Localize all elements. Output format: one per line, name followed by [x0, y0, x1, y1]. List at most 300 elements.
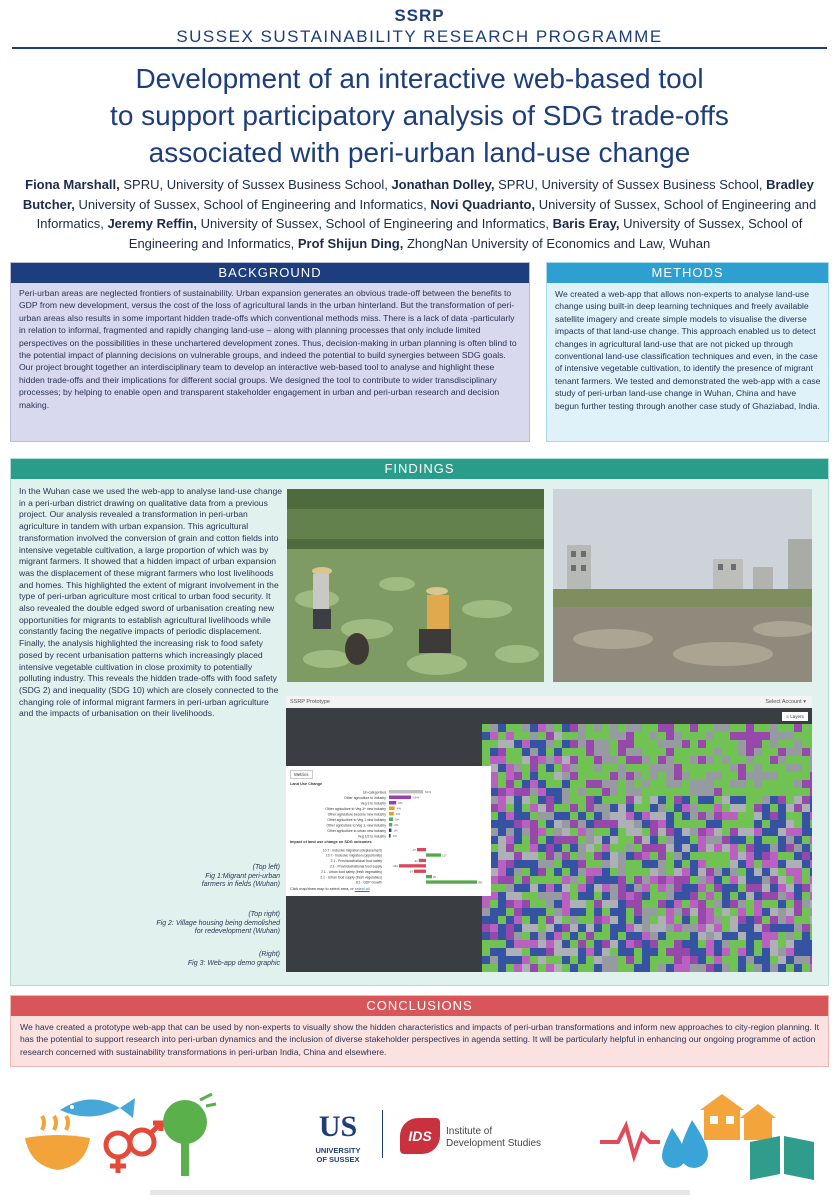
map-cell [674, 836, 682, 844]
map-cell [666, 732, 674, 740]
map-cell [570, 900, 578, 908]
map-cell [642, 908, 650, 916]
map-cell [498, 812, 506, 820]
map-cell [610, 956, 618, 964]
map-cell [578, 876, 586, 884]
map-cell [706, 836, 714, 844]
map-cell [610, 772, 618, 780]
map-cell [578, 796, 586, 804]
map-cell [738, 796, 746, 804]
map-cell [578, 932, 586, 940]
map-cell [730, 892, 738, 900]
map-cell [674, 892, 682, 900]
map-cell [594, 756, 602, 764]
land-use-label: Other agriculture to Veg 3+ new industry [325, 806, 386, 811]
map-cell [762, 900, 770, 908]
map-cell [682, 940, 690, 948]
map-cell [506, 916, 514, 924]
map-cell [490, 916, 498, 924]
map-cell [650, 908, 658, 916]
map-cell [746, 796, 754, 804]
map-cell [554, 924, 562, 932]
map-cell [794, 756, 802, 764]
map-cell [634, 740, 642, 748]
map-cell [626, 956, 634, 964]
map-cell [506, 852, 514, 860]
map-cell [634, 724, 642, 732]
title-line-2: to support participatory analysis of SDG trade-offs [110, 100, 729, 131]
map-cell [690, 788, 698, 796]
map-cell [578, 940, 586, 948]
map-cell [754, 740, 762, 748]
map-cell [698, 740, 706, 748]
map-cell [538, 932, 546, 940]
map-cell [498, 748, 506, 756]
sdg-bar [426, 880, 477, 883]
map-cell [506, 940, 514, 948]
map-cell [746, 924, 754, 932]
map-cell [514, 948, 522, 956]
map-cell [610, 844, 618, 852]
map-cell [586, 852, 594, 860]
map-cell [690, 900, 698, 908]
map-cell [658, 852, 666, 860]
map-cell [634, 900, 642, 908]
map-cell [618, 884, 626, 892]
map-cell [778, 900, 786, 908]
map-cell [714, 860, 722, 868]
map-cell [522, 852, 530, 860]
map-cell [794, 796, 802, 804]
map-cell [786, 844, 794, 852]
map-cell [810, 796, 812, 804]
map-cell [618, 740, 626, 748]
map-cell [666, 956, 674, 964]
map-cell [650, 852, 658, 860]
map-cell [562, 772, 570, 780]
map-cell [554, 932, 562, 940]
map-cell [714, 724, 722, 732]
map-cell [778, 892, 786, 900]
map-cell [546, 780, 554, 788]
map-cell [786, 740, 794, 748]
map-cell [562, 908, 570, 916]
map-cell [530, 852, 538, 860]
map-cell [730, 924, 738, 932]
map-cell [538, 956, 546, 964]
map-cell [666, 844, 674, 852]
map-cell [514, 876, 522, 884]
map-cell [514, 932, 522, 940]
map-cell [490, 820, 498, 828]
map-cell [610, 964, 618, 972]
map-cell [514, 924, 522, 932]
map-cell [666, 964, 674, 972]
map-cell [794, 884, 802, 892]
map-cell [642, 844, 650, 852]
map-cell [666, 796, 674, 804]
map-cell [506, 756, 514, 764]
map-cell [810, 780, 812, 788]
map-cell [794, 820, 802, 828]
map-cell [786, 732, 794, 740]
map-cell [754, 868, 762, 876]
map-cell [706, 764, 714, 772]
map-cell [794, 828, 802, 836]
map-cell [810, 900, 812, 908]
map-cell [738, 884, 746, 892]
map-cell [650, 812, 658, 820]
map-cell [610, 948, 618, 956]
map-cell [602, 836, 610, 844]
book-icon [750, 1136, 814, 1180]
map-cell [522, 860, 530, 868]
map-cell [602, 748, 610, 756]
map-cell [578, 780, 586, 788]
map-cell [762, 916, 770, 924]
map-cell [570, 748, 578, 756]
map-cell [754, 788, 762, 796]
map-cell [674, 748, 682, 756]
map-cell [602, 852, 610, 860]
map-cell [602, 876, 610, 884]
map-cell [770, 780, 778, 788]
map-cell [538, 748, 546, 756]
map-cell [618, 748, 626, 756]
map-cell [618, 852, 626, 860]
map-cell [594, 932, 602, 940]
map-cell [770, 956, 778, 964]
map-cell [674, 924, 682, 932]
map-cell [770, 940, 778, 948]
map-cell [650, 780, 658, 788]
map-cell [538, 836, 546, 844]
map-cell [618, 772, 626, 780]
map-cell [642, 764, 650, 772]
sdg-bar [399, 864, 426, 867]
map-cell [802, 740, 810, 748]
map-cell [714, 916, 722, 924]
map-cell [794, 940, 802, 948]
map-cell [810, 940, 812, 948]
map-cell [690, 820, 698, 828]
map-cell [730, 940, 738, 948]
map-cell [762, 964, 770, 972]
map-cell [658, 740, 666, 748]
map-cell [634, 884, 642, 892]
map-cell [778, 764, 786, 772]
map-cell [642, 852, 650, 860]
map-cell [706, 916, 714, 924]
map-cell [762, 908, 770, 916]
map-cell [706, 828, 714, 836]
map-cell [482, 740, 490, 748]
map-cell [738, 804, 746, 812]
map-cell [538, 900, 546, 908]
map-cell [786, 836, 794, 844]
map-cell [546, 732, 554, 740]
map-cell [626, 756, 634, 764]
account-menu[interactable]: Select Account ▾ [765, 699, 806, 705]
map-cell [810, 748, 812, 756]
header-programme-name: SUSSEX SUSTAINABILITY RESEARCH PROGRAMME [176, 27, 663, 46]
map-cell [722, 900, 730, 908]
map-cell [514, 892, 522, 900]
map-cell [698, 796, 706, 804]
map-cell [530, 772, 538, 780]
map-cell [730, 756, 738, 764]
map-cell [722, 948, 730, 956]
map-cell [770, 860, 778, 868]
map-cell [674, 908, 682, 916]
map-cell [690, 852, 698, 860]
map-cell [770, 900, 778, 908]
map-cell [786, 828, 794, 836]
map-cell [490, 892, 498, 900]
map-cell [706, 948, 714, 956]
map-cell [594, 964, 602, 972]
map-cell [802, 828, 810, 836]
map-cell [698, 916, 706, 924]
map-cell [506, 740, 514, 748]
map-cell [626, 876, 634, 884]
map-cell [738, 868, 746, 876]
gender-equality-icon [106, 1123, 161, 1173]
map-cell [674, 852, 682, 860]
map-cell [738, 860, 746, 868]
map-cell [794, 916, 802, 924]
map-cell [794, 724, 802, 732]
map-cell [490, 748, 498, 756]
map-cell [738, 844, 746, 852]
map-cell [786, 884, 794, 892]
author-name: Baris Eray, [552, 216, 620, 231]
map-cell [802, 876, 810, 884]
map-cell [546, 900, 554, 908]
map-cell [794, 812, 802, 820]
land-use-value: 61% [425, 790, 432, 795]
map-cell [730, 788, 738, 796]
map-cell [498, 964, 506, 972]
map-cell [586, 900, 594, 908]
land-use-value: 3% [395, 812, 401, 817]
map-cell [570, 956, 578, 964]
map-cell [666, 828, 674, 836]
map-cell [770, 884, 778, 892]
map-cell [602, 892, 610, 900]
map-cell [538, 796, 546, 804]
map-cell [786, 956, 794, 964]
map-cell [618, 732, 626, 740]
map-cell [530, 916, 538, 924]
map-cell [506, 884, 514, 892]
map-cell [714, 780, 722, 788]
map-cell [586, 940, 594, 948]
map-cell [626, 948, 634, 956]
map-cell [586, 732, 594, 740]
map-cell [746, 884, 754, 892]
map-cell [658, 828, 666, 836]
map-cell [570, 868, 578, 876]
map-cell [578, 948, 586, 956]
map-cell [650, 924, 658, 932]
map-cell [522, 844, 530, 852]
map-cell [610, 884, 618, 892]
map-cell [642, 900, 650, 908]
map-cell [706, 892, 714, 900]
map-cell [554, 812, 562, 820]
map-cell [650, 948, 658, 956]
sdg-value: 391 [478, 880, 483, 885]
map-cell [530, 804, 538, 812]
map-cell [570, 924, 578, 932]
map-cell [490, 796, 498, 804]
map-cell [738, 956, 746, 964]
map-cell [498, 796, 506, 804]
map-cell [482, 940, 490, 948]
map-cell [722, 964, 730, 972]
map-cell [754, 756, 762, 764]
map-cell [666, 940, 674, 948]
map-cell [546, 772, 554, 780]
map-cell [802, 796, 810, 804]
water-drop-icon [662, 1120, 708, 1168]
map-cell [706, 940, 714, 948]
map-cell [658, 764, 666, 772]
map-cell [802, 892, 810, 900]
map-cell [746, 764, 754, 772]
map-cell [586, 772, 594, 780]
map-cell [522, 900, 530, 908]
map-cell [634, 892, 642, 900]
map-cell [802, 812, 810, 820]
map-cell [706, 844, 714, 852]
map-cell [498, 876, 506, 884]
map-cell [714, 764, 722, 772]
map-cell [658, 940, 666, 948]
land-use-value: 4% [396, 806, 401, 811]
map-cell [546, 788, 554, 796]
map-cell [738, 772, 746, 780]
sdg-bar [426, 853, 441, 856]
land-use-value: 1% [393, 828, 398, 833]
map-cell [626, 740, 634, 748]
map-cell [618, 964, 626, 972]
map-cell [634, 812, 642, 820]
map-cell [722, 876, 730, 884]
map-cell [778, 780, 786, 788]
map-cell [746, 932, 754, 940]
map-cell [698, 772, 706, 780]
sdg-icons-left [20, 1090, 220, 1180]
map-cell [778, 828, 786, 836]
map-cell [586, 868, 594, 876]
map-cell [570, 764, 578, 772]
ids-mark: IDS [400, 1118, 440, 1154]
map-cell [586, 916, 594, 924]
map-cell [658, 908, 666, 916]
map-cell [546, 820, 554, 828]
map-cell [770, 756, 778, 764]
map-cell [530, 828, 538, 836]
map-cell [610, 876, 618, 884]
map-cell [802, 748, 810, 756]
map-cell [706, 740, 714, 748]
map-cell [514, 868, 522, 876]
select-all-link[interactable]: select all [354, 887, 370, 891]
map-cell [698, 860, 706, 868]
map-cell [714, 892, 722, 900]
map-cell [754, 772, 762, 780]
map-cell [682, 756, 690, 764]
map-cell [490, 900, 498, 908]
map-cell [754, 796, 762, 804]
map-cell [562, 812, 570, 820]
map-cell [594, 796, 602, 804]
map-cell [730, 956, 738, 964]
map-cell [658, 956, 666, 964]
map-cell [762, 732, 770, 740]
map-cell [602, 964, 610, 972]
map-cell [546, 868, 554, 876]
map-cell [602, 940, 610, 948]
map-cell [626, 772, 634, 780]
map-cell [602, 908, 610, 916]
land-use-map[interactable] [482, 724, 812, 972]
map-cell [754, 876, 762, 884]
header-divider [12, 47, 827, 49]
map-cell [754, 812, 762, 820]
map-cell [682, 876, 690, 884]
map-cell [610, 924, 618, 932]
map-cell [554, 828, 562, 836]
map-cell [530, 900, 538, 908]
map-cell [546, 740, 554, 748]
map-cell [674, 900, 682, 908]
map-cell [802, 756, 810, 764]
map-cell [738, 788, 746, 796]
map-cell [642, 916, 650, 924]
map-cell [650, 884, 658, 892]
map-cell [714, 804, 722, 812]
map-cell [778, 740, 786, 748]
app-titlebar [286, 696, 812, 708]
map-cell [786, 916, 794, 924]
map-cell [650, 836, 658, 844]
metrics-panel [286, 766, 491, 896]
map-cell [802, 956, 810, 964]
map-cell [554, 900, 562, 908]
map-cell [778, 932, 786, 940]
map-cell [554, 732, 562, 740]
map-cell [602, 844, 610, 852]
map-cell [626, 724, 634, 732]
map-cell [634, 948, 642, 956]
tab-metrics[interactable]: Metrics [290, 770, 313, 779]
map-cell [642, 924, 650, 932]
map-cell [586, 924, 594, 932]
map-cell [530, 812, 538, 820]
map-cell [722, 852, 730, 860]
map-cell [730, 852, 738, 860]
map-cell [538, 812, 546, 820]
map-cell [562, 780, 570, 788]
sdg-label: 2.1 - Provincial/national food safety [330, 859, 382, 864]
map-cell [610, 756, 618, 764]
map-cell [570, 836, 578, 844]
map-cell [538, 892, 546, 900]
layers-button[interactable]: ≡ Layers [782, 712, 808, 721]
